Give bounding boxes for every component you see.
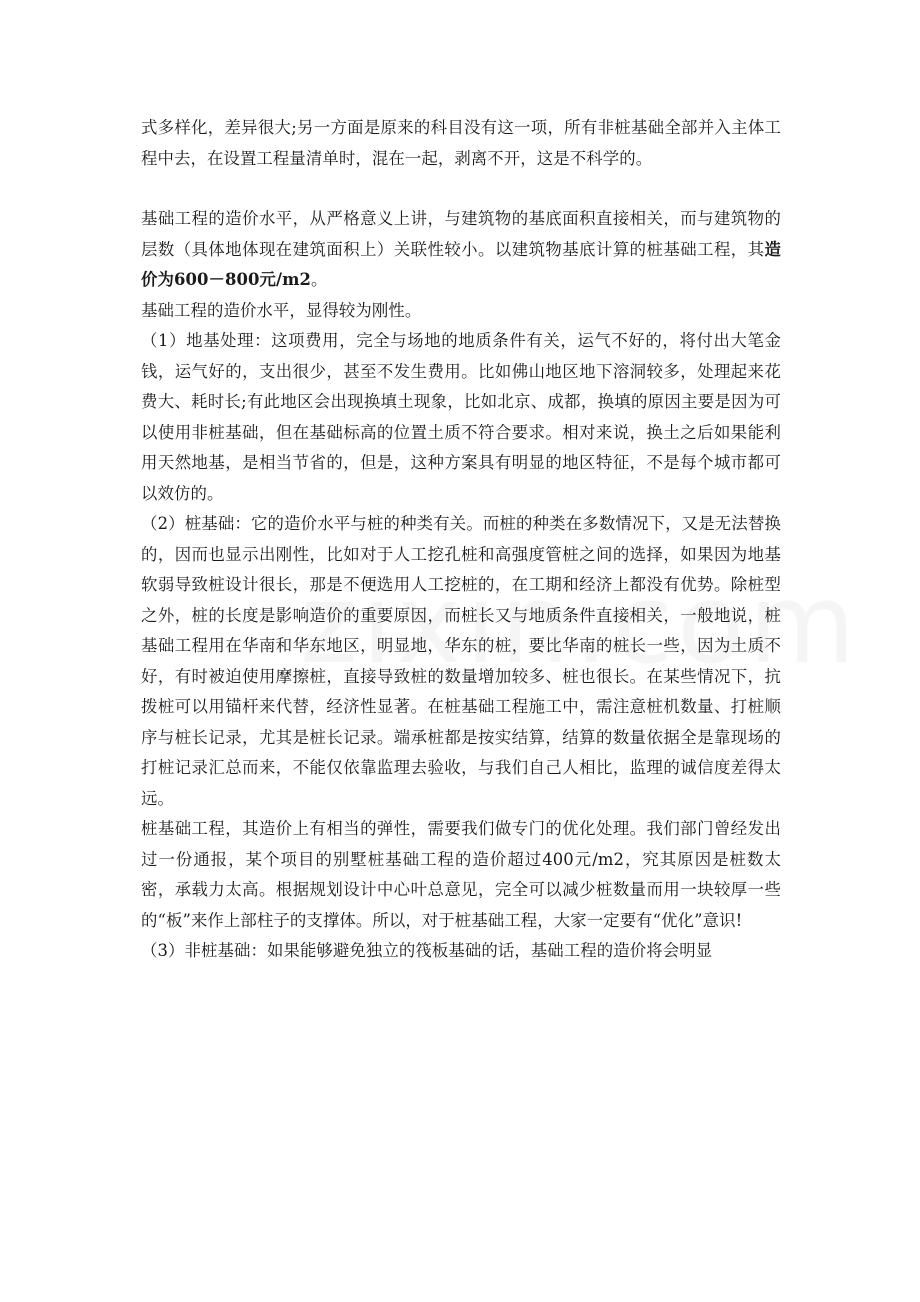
paragraph-non-pile: （3）非桩基础：如果能够避免独立的筏板基础的话，基础工程的造价将会明显 (141, 941, 713, 960)
paragraph-cost-level-text: 基础工程的造价水平，从严格意义上讲，与建筑物的基底面积直接相关，而与建筑物的层数（具体地体现在建筑面积上）关联性较小。以建筑物基底计算的桩基础工程，其 (141, 209, 781, 259)
paragraph-pile-elasticity: 桩基础工程，其造价上有相当的弹性，需要我们做专门的优化处理。我们部门曾经发出过一份通报，某个项目的别墅桩基础工程的造价超过400元/m2，究其原因是桩数太密，承载力太高。根据规划设计中心叶总意见，完全可以减少桩数量而用一块较厚一些的“板”来作上部柱子的支撑体。所以，对于桩基础工程，大家一定要有“优化”意识! (141, 819, 781, 930)
paragraph-cost-level (141, 204, 781, 296)
paragraph-cost-level-tail: 。 (311, 270, 328, 289)
document-body (141, 113, 781, 967)
paragraph-gap (141, 174, 781, 204)
paragraph-rigidity: 基础工程的造价水平，显得较为刚性。 (141, 300, 422, 320)
paragraph-ground-treatment: （1）地基处理：这项费用，完全与场地的地质条件有关，运气不好的，将付出大笔金钱，运气好的，支出很少，甚至不发生费用。比如佛山地区地下溶洞较多，处理起来花费大、耗时长;有此地区会出现换填土现象，比如北京、成都，换填的原因主要是因为可以使用非桩基础，但在基础标高的位置土质不符合要求。相对来说，换土之后如果能利用天然地基，是相当节省的，但是，这种方案具有明显的地区特征，不是每个城市都可以效仿的。 (141, 331, 781, 503)
paragraph-intro: 式多样化，差异很大;另一方面是原来的科目没有这一项，所有非桩基础全部并入主体工程中去，在设置工程量清单时，混在一起，剥离不开，这是不科学的。 (141, 118, 781, 168)
paragraph-pile-foundation: （2）桩基础：它的造价水平与桩的种类有关。而桩的种类在多数情况下，又是无法替换的，因而也显示出刚性，比如对于人工挖孔桩和高强度管桩之间的选择，如果因为地基软弱导致桩设计很长，那是不便选用人工挖桩的，在工期和经济上都没有优势。除桩型之外，桩的长度是影响造价的重要原因，而桩长又与地质条件直接相关，一般地说，桩基础工程用在华南和华东地区，明显地，华东的桩，要比华南的桩长一些，因为土质不好，有时被迫使用摩擦桩，直接导致桩的数量增加较多、桩也很长。在某些情况下，抗拨桩可以用锚杆来代替，经济性显著。在桩基础工程施工中，需注意桩机数量、打桩顺序与桩长记录，尤其是桩长记录。端承桩都是按实结算，结算的数量依据全是靠现场的打桩记录汇总而来，不能仅依靠监理去验收，与我们自己人相比，监理的诚信度差得太远。 (141, 514, 781, 808)
cost-range-emphasis: 造价为600－800元/m2 (141, 239, 781, 289)
